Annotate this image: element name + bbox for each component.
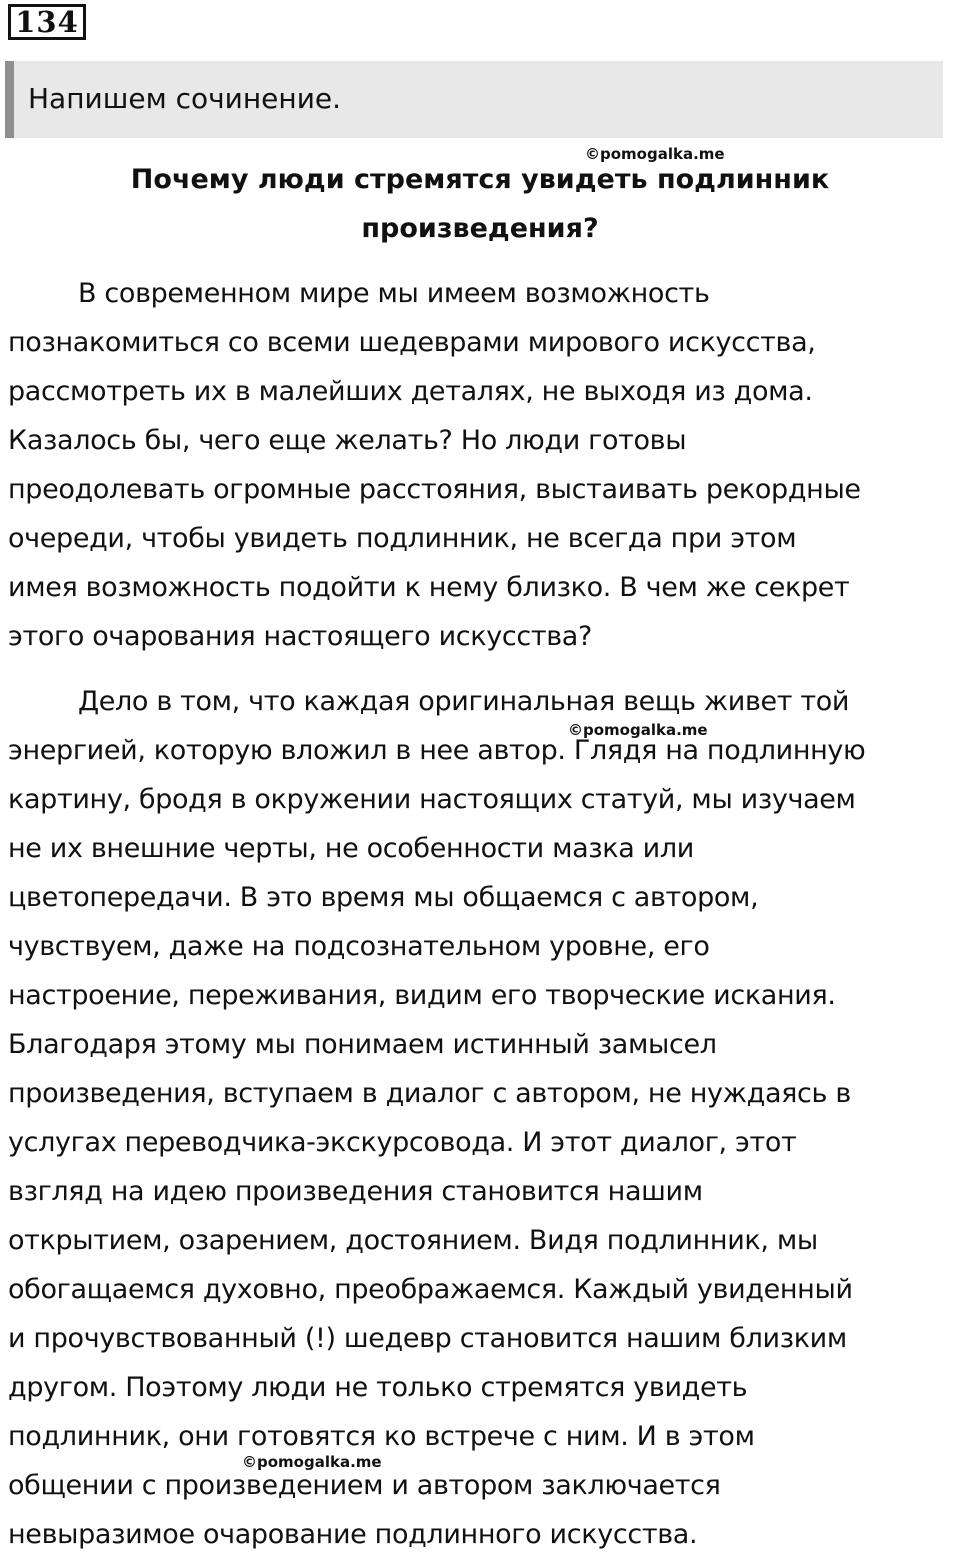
essay-line: подлинник, они готовятся ко встрече с ним. И в этом bbox=[8, 1421, 755, 1452]
essay-title-line-2: произведения? bbox=[361, 213, 599, 244]
essay-line: и прочувствованный (!) шедевр становится нашим близким bbox=[8, 1323, 847, 1354]
essay-line: невыразимое очарование подлинного искусства. bbox=[8, 1519, 698, 1550]
essay-line: В современном мире мы имеем возможность bbox=[78, 278, 710, 309]
essay-line: картину, бродя в окружении настоящих статуй, мы изучаем bbox=[8, 784, 856, 815]
essay-line: познакомиться со всеми шедеврами мирового искусства, bbox=[8, 327, 816, 358]
watermark: ©pomogalka.me bbox=[585, 145, 725, 163]
essay-line: Дело в том, что каждая оригинальная вещь живет той bbox=[78, 686, 850, 717]
essay-line: имея возможность подойти к нему близко. В чем же секрет bbox=[8, 572, 850, 603]
essay-line: обогащаемся духовно, преображаемся. Каждый увиденный bbox=[8, 1274, 853, 1305]
watermark: ©pomogalka.me bbox=[568, 721, 708, 739]
essay-line: очереди, чтобы увидеть подлинник, не всегда при этом bbox=[8, 523, 797, 554]
essay-line: общении с произведением и автором заключается bbox=[8, 1470, 721, 1501]
task-number-badge: 134 bbox=[8, 4, 86, 40]
essay-line: этого очарования настоящего искусства? bbox=[8, 621, 592, 652]
essay-line: преодолевать огромные расстояния, выстаивать рекордные bbox=[8, 474, 861, 505]
essay-line: открытием, озарением, достоянием. Видя подлинник, мы bbox=[8, 1225, 818, 1256]
essay-line: цветопередачи. В это время мы общаемся с автором, bbox=[8, 882, 759, 913]
watermark: ©pomogalka.me bbox=[242, 1453, 382, 1471]
essay-line: рассмотреть их в малейших деталях, не выходя из дома. bbox=[8, 376, 813, 407]
essay-line: произведения, вступаем в диалог с автором, не нуждаясь в bbox=[8, 1078, 851, 1109]
essay-line: настроение, переживания, видим его творческие искания. bbox=[8, 980, 836, 1011]
task-text: Напишем сочинение. bbox=[28, 82, 342, 115]
essay-line: энергией, которую вложил в нее автор. Глядя на подлинную bbox=[8, 735, 866, 766]
essay-line: не их внешние черты, не особенности мазка или bbox=[8, 833, 694, 864]
essay-line: другом. Поэтому люди не только стремятся увидеть bbox=[8, 1372, 748, 1403]
essay-line: взгляд на идею произведения становится нашим bbox=[8, 1176, 703, 1207]
essay-title-line-1: Почему люди стремятся увидеть подлинник bbox=[130, 164, 830, 195]
essay-line: Казалось бы, чего еще желать? Но люди готовы bbox=[8, 425, 687, 456]
task-banner bbox=[5, 61, 943, 138]
essay-line: чувствуем, даже на подсознательном уровне, его bbox=[8, 931, 710, 962]
essay-line: услугах переводчика-экскурсовода. И этот диалог, этот bbox=[8, 1127, 797, 1158]
essay-line: Благодаря этому мы понимаем истинный замысел bbox=[8, 1029, 717, 1060]
